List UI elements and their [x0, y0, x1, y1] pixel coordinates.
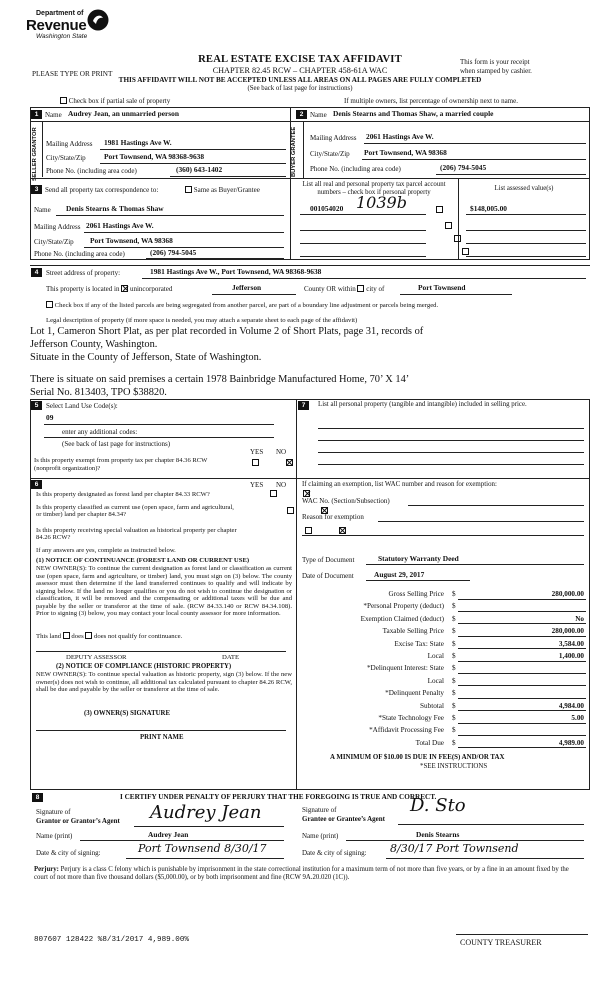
legal-line-1: Lot 1, Cameron Short Plat, as per plat recorded in Volume 2 of Short Plats, page 31, records of [30, 326, 424, 337]
doc-date-label: Date of Document [302, 572, 354, 580]
financial-row [300, 652, 590, 662]
receipt-stamp-line: 807607 128422 %8/31/2017 4,989.00% [34, 936, 189, 944]
section-7-number: 7 [298, 401, 309, 410]
corr-phone-value: (206) 794-5045 [150, 248, 197, 257]
county-row [304, 285, 384, 293]
seller-mailing-value: 1981 Hastings Ave W. [104, 138, 172, 147]
financial-row-underline [458, 661, 586, 662]
financial-row-label: *State Technology Fee [378, 714, 444, 722]
buyer-city-value: Port Townsend, WA 98368 [364, 148, 447, 157]
current-use-question: Is this property classified as current use (open space, farm and agricultural, or timber) land per chapter 84.34? [36, 504, 234, 519]
grantor-name-label: Name (print) [36, 832, 73, 840]
financial-row-dollar: $ [452, 689, 456, 698]
financial-row-underline [458, 599, 586, 600]
dor-logo [22, 6, 122, 50]
does-label: does [71, 633, 84, 640]
exemption-reason-label: Reason for exemption [302, 513, 364, 521]
financial-row-dollar: $ [452, 652, 456, 660]
financial-row [300, 664, 590, 674]
forest-no-checkbox[interactable] [303, 490, 310, 497]
multiple-owners-note: If multiple owners, list percentage of ownership next to name. [344, 97, 518, 105]
financial-row [300, 689, 590, 699]
financial-row-dollar: $ [452, 714, 456, 722]
section-6-number: 6 [31, 480, 42, 489]
deputy-date-label: DATE [222, 654, 240, 661]
county-treasurer-label: COUNTY TREASURER [460, 938, 542, 947]
segregated-row [46, 301, 438, 310]
buyer-name-value: Denis Stearns and Thomas Shaw, a married couple [333, 109, 494, 118]
seller-grantor-side-label: SELLER GRANTOR [32, 127, 38, 181]
seller-mailing-label: Mailing Address [46, 140, 93, 148]
financial-row-dollar: $ [452, 639, 456, 648]
financial-row-dollar: $ [452, 664, 456, 673]
financial-row-dollar: $ [452, 738, 456, 747]
exempt-question: Is this property exempt from property tax per chapter 84.36 RCW (nonprofit organization)? [34, 457, 208, 472]
financial-row-underline [458, 710, 586, 711]
form-see-back: (See back of last page for instructions) [247, 85, 353, 92]
financial-row-label: Taxable Selling Price [382, 627, 444, 636]
parcel-personal-checkbox-4[interactable] [462, 248, 469, 255]
grantor-sig-label-2: Grantor or Grantor’s Agent [36, 817, 120, 825]
financial-row [300, 739, 590, 749]
grantor-sig-label-1: Signature of [36, 808, 71, 816]
grantee-signature: D. Sto [410, 795, 466, 816]
financial-row-label: Local [427, 676, 444, 685]
buyer-phone-label: Phone No. (including area code) [310, 165, 401, 173]
buyer-grantee-side-label: BUYER GRANTEE [291, 126, 297, 178]
does-not-label: does not qualify for continuance. [94, 633, 183, 640]
corr-name-value: Denis Stearns & Thomas Shaw [66, 204, 164, 213]
grantee-name-label: Name (print) [302, 832, 339, 840]
personal-property-label: List all personal property (tangible and intangible) included in selling price. [318, 401, 527, 408]
form-chapters: CHAPTER 82.45 RCW – CHAPTER 458-61A WAC [212, 66, 388, 75]
financial-row-underline [458, 673, 586, 674]
partial-sale-row [60, 97, 170, 105]
land-use-value: 09 [46, 413, 54, 422]
form-not-accepted: THIS AFFIDAVIT WILL NOT BE ACCEPTED UNLESS ALL AREAS ON ALL PAGES ARE FULLY COMPLETED [118, 76, 482, 84]
perjury-text: Perjury is a class C felony which is punishable by imprisonment in the state correctional institution for a maximum term of not more than five years, or by a fine in an amount fixed by the court of not more than five thousand dollars ($5,000.00), or by both imprisonment and fine (RCW 9A.20.020 (1C)). [34, 866, 569, 882]
legal-desc-label: Legal description of property (if more space is needed, you may attach a separate sheet to each page of the affidavit) [46, 317, 358, 324]
corr-mailing-label: Mailing Address [34, 223, 81, 231]
financial-row-label: Excise Tax: State [394, 639, 444, 648]
financial-row-dollar: $ [452, 676, 456, 685]
forest-yes-checkbox[interactable] [270, 490, 277, 497]
parcel-personal-checkbox-1[interactable] [436, 206, 443, 213]
partial-sale-label: Check box if partial sale of property [68, 97, 171, 105]
financial-row-underline [458, 747, 586, 748]
financial-row-value: 4,989.00 [558, 738, 584, 747]
s6-no-header: NO [276, 481, 287, 489]
financial-row-underline [458, 636, 586, 637]
this-land-label: This land [36, 633, 62, 640]
corr-name-label: Name [34, 206, 51, 214]
s5-no-header: NO [276, 448, 287, 456]
send-correspondence-label: Send all property tax correspondence to: [45, 186, 159, 194]
county-label: County OR within [304, 285, 356, 293]
buyer-mailing-label: Mailing Address [310, 134, 357, 142]
notice-continuance-title: (1) NOTICE OF CONTINUANCE (FOREST LAND OR CURRENT USE) [36, 557, 250, 564]
financial-row-underline [458, 723, 586, 724]
exempt-yes-checkbox[interactable] [252, 459, 259, 466]
financial-row-value: 280,000.00 [551, 627, 584, 636]
receipt-note-2: when stamped by cashier. [460, 67, 532, 75]
doc-date-value: August 29, 2017 [374, 570, 425, 579]
print-name-label: PRINT NAME [140, 734, 184, 741]
same-as-buyer-row [185, 186, 260, 194]
doc-type-value: Statutory Warranty Deed [378, 554, 459, 563]
s5-yes-header: YES [250, 448, 264, 456]
financial-row [300, 615, 590, 625]
logo-dept-state: Washington State [36, 33, 88, 40]
see-back-codes: (See back of last page for instructions) [62, 440, 171, 448]
section-2-number: 2 [296, 110, 307, 119]
perjury-notice [34, 866, 584, 882]
financial-row-label: *Delinquent Interest: State [366, 664, 444, 673]
located-row [46, 285, 172, 293]
corr-phone-label: Phone No. (including area code) [34, 250, 125, 258]
owner-signature-label: (3) OWNER(S) SIGNATURE [84, 710, 170, 717]
grantor-date-label: Date & city of signing: [36, 849, 101, 857]
same-as-buyer-checkbox[interactable] [185, 186, 192, 193]
parcels-header: List all real and personal property tax parcel account numbers – check box if personal property [302, 181, 446, 197]
parcel-personal-checkbox-3[interactable] [454, 235, 461, 242]
parcel-handwritten-value: 1039b [356, 193, 407, 212]
section-8-number: 8 [32, 793, 43, 802]
historic-question: Is this property receiving special valuation as historical property per chapter 84.26 RCW? [36, 527, 237, 542]
buyer-phone-value: (206) 794-5045 [440, 163, 487, 172]
financial-row-underline [458, 611, 586, 612]
wac-label: WAC No. (Section/Subsection) [302, 497, 390, 505]
financial-row-label: Local [427, 652, 444, 660]
section-4-number: 4 [31, 268, 42, 277]
parcel-rows [0, 0, 33, 8]
logo-dept-small: Department of [36, 10, 84, 17]
does-checkbox[interactable] [63, 632, 70, 639]
parcel-personal-checkbox-2[interactable] [445, 222, 452, 229]
financial-row-dollar: $ [452, 726, 456, 735]
financial-row [300, 640, 590, 650]
financial-row-dollar: $ [452, 701, 456, 710]
current-use-yes-checkbox[interactable] [287, 507, 294, 514]
seller-city-label: City/State/Zip [46, 154, 86, 162]
financial-row-dollar: $ [452, 627, 456, 636]
financial-row-value: 280,000.00 [551, 590, 584, 598]
segregated-label: Check box if any of the listed parcels are being segregated from another parcel, are part of a boundary line adjustment or parcels being merged. [54, 302, 439, 309]
buyer-city-label: City/State/Zip [310, 150, 350, 158]
financial-row-underline [458, 698, 586, 699]
parcel-number-value: 001054020 [310, 204, 344, 213]
city-value: Port Townsend [418, 283, 466, 292]
receipt-note-1: This form is your receipt [460, 58, 530, 66]
seller-phone-label: Phone No. (including area code) [46, 167, 137, 175]
notice-compliance-body: NEW OWNER(S): To continue special valuation as historic property, sign (3) below. If the new owner(s) does not wish to continue, all additional tax calculated pursuant to chapter 84.26 RCW, shall be due and payable by the seller or transferor at the time of sale. [36, 671, 292, 694]
financial-row-label: *Affidavit Processing Fee [369, 726, 444, 735]
additional-codes-label: enter any additional codes: [62, 428, 138, 436]
see-instructions-note: *SEE INSTRUCTIONS [420, 763, 488, 770]
section-1-number: 1 [31, 110, 42, 119]
financial-row [300, 726, 590, 736]
unincorporated-checkbox[interactable] [121, 285, 128, 292]
financial-row-underline [458, 735, 586, 736]
located-label: This property is located in [46, 285, 120, 293]
logo-dept-big: Revenue [26, 17, 87, 34]
legal-line-5: Serial No. 813403, TPO $38820. [30, 387, 167, 398]
minimum-note: A MINIMUM OF $10.00 IS DUE IN FEE(S) AND/OR TAX [330, 754, 505, 761]
legal-line-2: Jefferson County, Washington. [30, 339, 158, 350]
financial-row-label: Subtotal [420, 701, 444, 710]
corr-mailing-value: 2061 Hastings Ave W. [86, 221, 154, 230]
notice-continuance-body: NEW OWNER(S): To continue the current designation as forest land or classification as current use (open space, farm and agriculture, or timber) land, you must sign on (3) below. The county assessor must then determine if the land transferred continues to qualify and will indicate by signing below. If the land no longer qualifies or you do not wish to continue the designation or classification, it will be removed and the compensating or additional taxes will be due and payable by the seller or transferor at the time of sale. (RCW 84.33.140 or RCW 84.34.108). Prior to signing (3) below, you may contact your local county assessor for more information. [36, 565, 292, 618]
financial-row-label: *Personal Property (deduct) [363, 602, 444, 611]
financial-row [300, 627, 590, 637]
if-yes-note: If any answers are yes, complete as instructed below. [36, 547, 176, 554]
financial-row-label: Gross Selling Price [388, 590, 444, 598]
grantee-sig-label-2: Grantee or Grantee’s Agent [302, 815, 386, 823]
exemption-header: If claiming an exemption, list WAC number and reason for exemption: [302, 481, 497, 488]
financial-row-value: No [575, 614, 584, 623]
street-value: 1981 Hastings Ave W., Port Townsend, WA 98368-9638 [150, 267, 322, 276]
historic-no-checkbox[interactable] [339, 527, 346, 534]
seller-name-value: Audrey Jean, an unmarried person [68, 109, 179, 118]
historic-yes-checkbox[interactable] [305, 527, 312, 534]
forest-question: Is this property designated as forest land per chapter 84.33 RCW? [36, 491, 210, 498]
financial-row [300, 702, 590, 712]
washington-logo-icon [86, 8, 110, 32]
segregated-checkbox[interactable] [46, 301, 53, 308]
financial-row-label: Total Due [415, 738, 444, 747]
financial-row-dollar: $ [452, 614, 456, 623]
financial-row [300, 714, 590, 724]
perjury-label: Perjury: [34, 866, 59, 873]
exempt-no-checkbox[interactable] [286, 459, 293, 466]
this-land-row [36, 632, 182, 641]
financial-row-value: 1,400.00 [558, 652, 584, 660]
financial-row-value: 4,984.00 [558, 701, 584, 710]
corr-city-label: City/State/Zip [34, 238, 74, 246]
buyer-name-label: Name [310, 111, 327, 119]
deputy-assessor-label: DEPUTY ASSESSOR [66, 654, 127, 661]
street-label: Street address of property: [46, 269, 121, 277]
financial-row-underline [458, 648, 586, 649]
does-not-checkbox[interactable] [85, 632, 92, 639]
corr-city-value: Port Townsend, WA 98368 [90, 236, 173, 245]
please-type-note: PLEASE TYPE OR PRINT [32, 70, 113, 78]
financial-row-value: 5.00 [571, 714, 584, 722]
city-of-label: city of [366, 285, 385, 293]
seller-name-label: Name [45, 111, 62, 119]
grantor-signature: Audrey Jean [150, 802, 262, 823]
legal-line-3: Situate in the County of Jefferson, State of Washington. [30, 352, 262, 363]
financial-row-label: Exemption Claimed (deduct) [360, 614, 444, 623]
notice-compliance-title: (2) NOTICE OF COMPLIANCE (HISTORIC PROPERTY) [56, 663, 232, 670]
seller-city-value: Port Townsend, WA 98368-9638 [104, 152, 205, 161]
financial-row [300, 590, 590, 600]
financial-row-value: 3,584.00 [558, 639, 584, 648]
grantee-date-city: 8/30/17 Port Townsend [390, 842, 519, 855]
form-title: REAL ESTATE EXCISE TAX AFFIDAVIT [198, 54, 402, 65]
buyer-mailing-value: 2061 Hastings Ave W. [366, 132, 434, 141]
assessed-value: $148,005.00 [470, 204, 507, 213]
city-of-checkbox[interactable] [357, 285, 364, 292]
grantee-sig-label-1: Signature of [302, 806, 337, 814]
grantor-name-value: Audrey Jean [148, 830, 189, 839]
unincorporated-label: unincorporated [129, 285, 173, 293]
grantee-name-value: Denis Stearns [416, 830, 460, 839]
seller-phone-value: (360) 643-1402 [176, 165, 223, 174]
financial-row [300, 677, 590, 687]
partial-sale-checkbox[interactable] [60, 97, 67, 104]
section-3-number: 3 [31, 185, 42, 194]
county-value: Jefferson [232, 283, 262, 292]
doc-type-label: Type of Document [302, 556, 355, 564]
section-5-number: 5 [31, 401, 42, 410]
grantee-date-label: Date & city of signing: [302, 849, 367, 857]
financial-row [300, 602, 590, 612]
financial-row-underline [458, 623, 586, 624]
s6-yes-header: YES [250, 481, 264, 489]
financial-row-underline [458, 685, 586, 686]
financial-row-dollar: $ [452, 590, 456, 598]
financial-row-label: *Delinquent Penalty [385, 689, 444, 698]
financial-row-dollar: $ [452, 602, 456, 611]
same-as-buyer-label: Same as Buyer/Grantee [193, 186, 260, 194]
land-use-label: Select Land Use Code(s): [46, 402, 118, 410]
assessed-header: List assessed value(s) [494, 185, 554, 192]
certify-statement: I CERTIFY UNDER PENALTY OF PERJURY THAT THE FOREGOING IS TRUE AND CORRECT. [120, 793, 437, 801]
grantor-date-city: Port Townsend 8/30/17 [138, 842, 267, 855]
legal-line-4: There is situate on said premises a certain 1978 Bainbridge Manufactured Home, 70’ X 14’ [30, 374, 410, 385]
